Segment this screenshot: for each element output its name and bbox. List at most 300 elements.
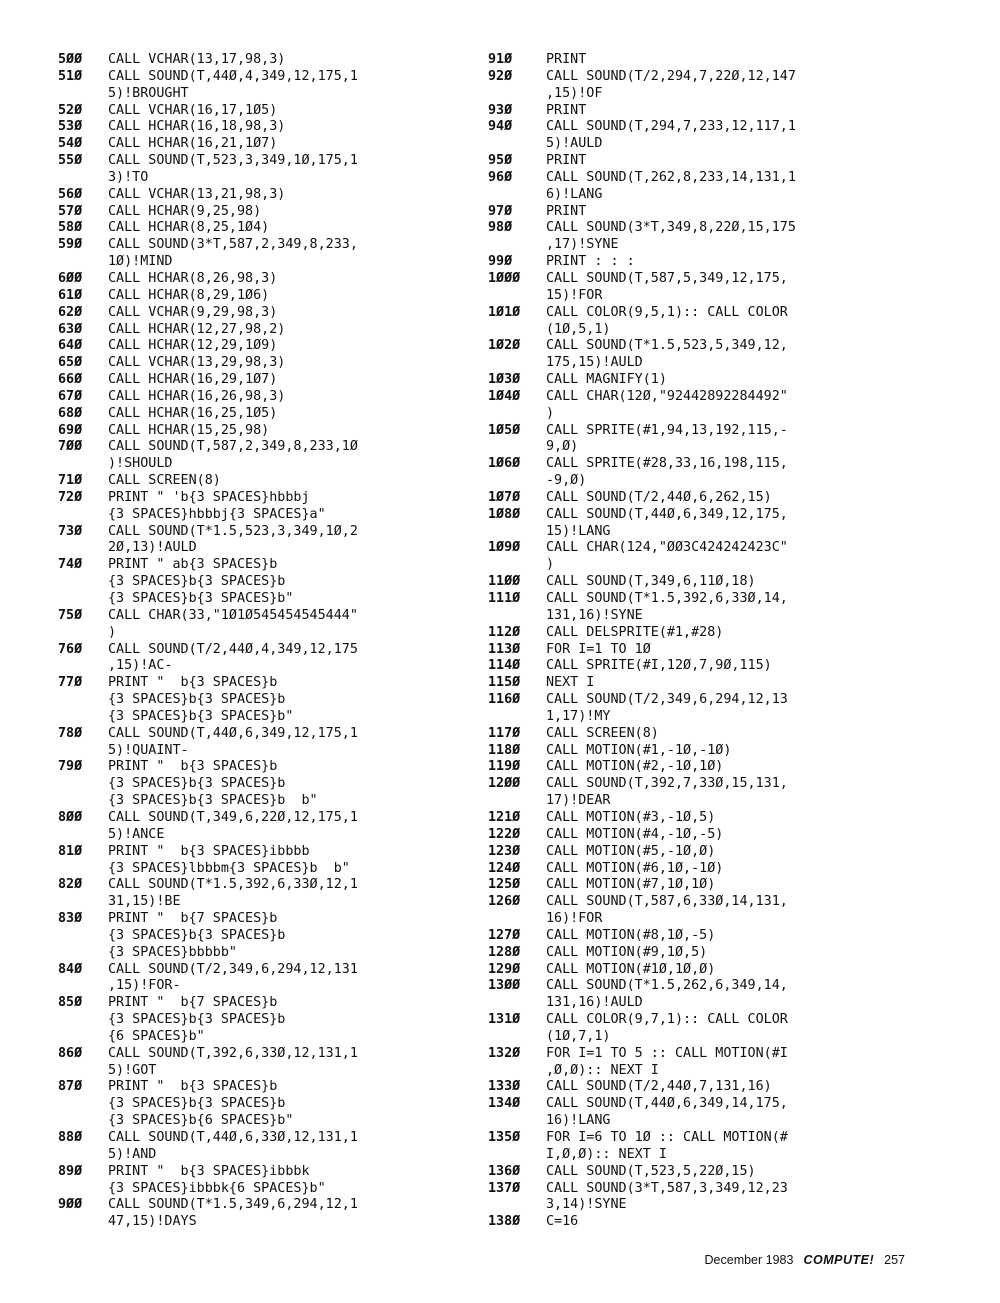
line-number: 1Ø4Ø [488, 388, 521, 404]
line-number: 121Ø [488, 809, 521, 825]
code-line [488, 743, 948, 760]
code-text: CALL SOUND(3*T,587,3,349,12,23 [546, 1180, 788, 1196]
line-number: 122Ø [488, 826, 521, 842]
code-line-continuation [488, 406, 948, 423]
code-text: CALL VCHAR(13,21,98,3) [108, 186, 286, 202]
line-number: 69Ø [58, 422, 83, 438]
code-line-continuation [488, 136, 948, 153]
line-number: 83Ø [58, 911, 83, 927]
code-line-continuation [488, 911, 948, 928]
line-number: 138Ø [488, 1214, 521, 1230]
line-number: 56Ø [58, 186, 83, 202]
code-line-continuation [58, 1029, 478, 1046]
line-number [58, 692, 108, 709]
code-text: CALL HCHAR(15,25,98) [108, 422, 270, 438]
code-text: PRINT " b{3 SPACES}b [108, 1079, 278, 1095]
code-text: {3 SPACES}b{3 SPACES}b" [108, 708, 294, 724]
line-number: 1Ø7Ø [488, 489, 521, 505]
line-number: 68Ø [58, 405, 83, 421]
line-number [488, 322, 546, 339]
code-text: {3 SPACES}b{3 SPACES}b [108, 1096, 286, 1112]
line-number [58, 1113, 108, 1130]
code-line [488, 1096, 948, 1113]
line-number [58, 507, 108, 524]
code-text: PRINT " b{3 SPACES}ibbbk [108, 1163, 310, 1179]
line-number [488, 406, 546, 423]
code-text: (1Ø,5,1) [546, 321, 611, 337]
line-number: 95Ø [488, 153, 513, 169]
code-line [488, 305, 948, 322]
code-text: CALL VCHAR(9,29,98,3) [108, 304, 278, 320]
line-number [488, 1113, 546, 1130]
line-number: 112Ø [488, 624, 521, 640]
code-line [488, 507, 948, 524]
code-line-continuation [58, 743, 478, 760]
code-text: CALL SOUND(T*1.5,392,6,33Ø,12,1 [108, 877, 358, 893]
code-text: {6 SPACES}b" [108, 1028, 205, 1044]
code-text: CALL VCHAR(13,17,98,3) [108, 52, 286, 67]
line-number: 135Ø [488, 1130, 521, 1145]
code-line [488, 540, 948, 557]
code-line [58, 810, 478, 827]
line-number: 86Ø [58, 1045, 83, 1061]
code-text: CALL SOUND(T,523,5,22Ø,15) [546, 1163, 756, 1179]
line-number: 59Ø [58, 237, 83, 253]
code-text: CALL MOTION(#4,-1Ø,-5) [546, 826, 724, 842]
code-text: {3 SPACES}b{3 SPACES}b [108, 574, 286, 590]
code-text: CALL HCHAR(12,27,98,2) [108, 321, 286, 337]
code-line [58, 1197, 478, 1214]
line-number [488, 136, 546, 153]
code-text: CALL SCREEN(8) [108, 473, 221, 489]
code-text: CALL COLOR(9,7,1):: CALL COLOR [546, 1012, 788, 1028]
line-number: 114Ø [488, 658, 521, 674]
code-line-continuation [488, 187, 948, 204]
code-line-continuation [488, 439, 948, 456]
code-line [58, 355, 478, 372]
code-line [488, 103, 948, 120]
code-text: 5)!AND [108, 1146, 157, 1162]
code-text: {3 SPACES}b{6 SPACES}b" [108, 1113, 294, 1129]
code-text: CALL MOTION(#7,1Ø,1Ø) [546, 877, 716, 893]
code-line [58, 237, 478, 254]
line-number: 136Ø [488, 1163, 521, 1179]
line-number [488, 709, 546, 726]
code-text: PRINT " b{7 SPACES}b [108, 995, 278, 1011]
code-line [488, 810, 948, 827]
line-number: 97Ø [488, 203, 513, 219]
code-line-continuation [488, 288, 948, 305]
code-text: 16)!FOR [546, 911, 603, 927]
code-line-continuation [58, 894, 478, 911]
code-text: CALL SOUND(T/2,44Ø,7,131,16) [546, 1079, 772, 1095]
code-text: CALL SOUND(T,44Ø,6,349,14,175, [546, 1096, 788, 1112]
code-line [488, 759, 948, 776]
code-text: 5)!BROUGHT [108, 85, 189, 101]
code-text: CALL SOUND(T,587,2,349,8,233,1Ø [108, 439, 358, 455]
code-line [58, 423, 478, 440]
line-number: 1Ø3Ø [488, 372, 521, 388]
code-line [58, 911, 478, 928]
code-line-continuation [58, 1063, 478, 1080]
code-line [488, 1046, 948, 1063]
line-number: 63Ø [58, 321, 83, 337]
line-number: 82Ø [58, 877, 83, 893]
code-text: CALL SOUND(T,44Ø,6,349,12,175, [546, 506, 788, 522]
code-line-continuation [58, 978, 478, 995]
code-text: CALL MOTION(#5,-1Ø,Ø) [546, 843, 716, 859]
code-text: {3 SPACES}bbbbb" [108, 944, 237, 960]
line-number: 1Ø6Ø [488, 456, 521, 472]
code-text: CALL HCHAR(8,29,1Ø6) [108, 287, 270, 303]
code-line-continuation [58, 827, 478, 844]
line-number: 88Ø [58, 1130, 83, 1145]
line-number: 117Ø [488, 725, 521, 741]
line-number [58, 776, 108, 793]
line-number [488, 439, 546, 456]
line-number [58, 894, 108, 911]
code-line [58, 608, 478, 625]
code-text: 1Ø)!MIND [108, 254, 173, 270]
code-text: 5)!AULD [546, 136, 603, 152]
line-number [488, 473, 546, 490]
code-text: CALL DELSPRITE(#1,#28) [546, 624, 724, 640]
code-line [58, 204, 478, 221]
code-text: PRINT " ab{3 SPACES}b [108, 557, 278, 573]
code-line [58, 759, 478, 776]
line-number [488, 1147, 546, 1164]
code-text: CALL HCHAR(16,25,1Ø5) [108, 405, 278, 421]
code-text: 6)!LANG [546, 186, 603, 202]
code-line [58, 69, 478, 86]
code-line [488, 1214, 948, 1231]
code-line [58, 136, 478, 153]
line-number: 92Ø [488, 68, 513, 84]
line-number [488, 288, 546, 305]
code-line-continuation [488, 355, 948, 372]
line-number: 12ØØ [488, 776, 521, 792]
line-number: 8ØØ [58, 809, 83, 825]
code-line [58, 372, 478, 389]
line-number: 54Ø [58, 136, 83, 152]
code-text: NEXT I [546, 675, 595, 691]
listing-right-column [488, 52, 948, 1231]
code-text: CALL HCHAR(9,25,98) [108, 203, 262, 219]
line-number: 116Ø [488, 692, 521, 708]
code-text: CALL SOUND(T,523,3,349,1Ø,175,1 [108, 153, 358, 169]
code-text: -9,Ø) [546, 473, 587, 489]
code-line-continuation [58, 1214, 478, 1231]
code-text: 3,14)!SYNE [546, 1197, 627, 1213]
code-text: CALL SOUND(T,349,6,11Ø,18) [546, 574, 756, 590]
line-number [488, 1029, 546, 1046]
line-number: 77Ø [58, 675, 83, 691]
code-line-continuation [488, 557, 948, 574]
line-number [58, 456, 108, 473]
code-text: CALL VCHAR(16,17,1Ø5) [108, 102, 278, 118]
code-text: CALL SOUND(T,587,5,349,12,175, [546, 270, 788, 286]
line-number: 55Ø [58, 153, 83, 169]
line-number: 129Ø [488, 961, 521, 977]
code-text: CALL CHAR(33,"1Ø1Ø545454545444" [108, 607, 358, 623]
line-number: 1Ø2Ø [488, 338, 521, 354]
code-line [58, 288, 478, 305]
code-line [488, 962, 948, 979]
code-text: CALL MOTION(#2,-1Ø,1Ø) [546, 759, 724, 775]
line-number [58, 574, 108, 591]
line-number: 118Ø [488, 742, 521, 758]
code-text: CALL SOUND(T,294,7,233,12,117,1 [546, 119, 796, 135]
code-line [488, 389, 948, 406]
code-text: CALL MOTION(#1Ø,1Ø,Ø) [546, 961, 716, 977]
code-line [58, 439, 478, 456]
code-text: FOR I=1 TO 1Ø [546, 641, 651, 657]
code-line [488, 52, 948, 69]
code-text: CALL SOUND(3*T,349,8,22Ø,15,175 [546, 220, 796, 236]
code-line-continuation [58, 456, 478, 473]
code-line-continuation [488, 237, 948, 254]
code-text: ) [546, 557, 555, 573]
code-text: CALL SOUND(3*T,587,2,349,8,233, [108, 237, 358, 253]
code-line [58, 524, 478, 541]
code-line [488, 692, 948, 709]
line-number: 119Ø [488, 759, 521, 775]
code-text: CALL SOUND(T/2,294,7,22Ø,12,147 [546, 68, 796, 84]
code-line [488, 490, 948, 507]
code-text: CALL MOTION(#3,-1Ø,5) [546, 809, 716, 825]
code-line-continuation [58, 625, 478, 642]
line-number: 67Ø [58, 388, 83, 404]
code-line-continuation [488, 524, 948, 541]
line-number [58, 945, 108, 962]
line-number: 89Ø [58, 1163, 83, 1179]
code-line-continuation [58, 793, 478, 810]
code-text: PRINT " b{3 SPACES}b [108, 759, 278, 775]
line-number [488, 524, 546, 541]
code-line-continuation [58, 928, 478, 945]
line-number [58, 1029, 108, 1046]
code-line [488, 456, 948, 473]
code-text: {3 SPACES}b{3 SPACES}b" [108, 591, 294, 606]
code-line [488, 658, 948, 675]
code-line-continuation [58, 1147, 478, 1164]
line-number: 11ØØ [488, 574, 521, 590]
line-number: 113Ø [488, 641, 521, 657]
line-number: 123Ø [488, 843, 521, 859]
code-text: CALL SOUND(T,44Ø,4,349,12,175,1 [108, 68, 358, 84]
line-number [488, 557, 546, 574]
magazine-name: COMPUTE! [803, 1253, 875, 1267]
code-text: CALL SOUND(T,262,8,233,14,131,1 [546, 169, 796, 185]
line-number [58, 928, 108, 945]
code-text: CALL HCHAR(8,25,1Ø4) [108, 220, 270, 236]
code-line [488, 726, 948, 743]
line-number [58, 1012, 108, 1029]
code-line-continuation [488, 322, 948, 339]
code-line-continuation [58, 574, 478, 591]
code-text: CALL COLOR(9,5,1):: CALL COLOR [546, 304, 788, 320]
code-line [58, 305, 478, 322]
code-text: CALL MOTION(#1,-1Ø,-1Ø) [546, 742, 732, 758]
line-number [488, 911, 546, 928]
code-line [488, 338, 948, 355]
line-number: 66Ø [58, 372, 83, 388]
code-text: 16)!LANG [546, 1113, 611, 1129]
code-line-continuation [58, 254, 478, 271]
code-text: CALL SOUND(T*1.5,349,6,294,12,1 [108, 1197, 358, 1213]
code-line [58, 642, 478, 659]
code-line [58, 473, 478, 490]
line-number: 6ØØ [58, 270, 83, 286]
code-text: PRINT " b{3 SPACES}ibbbb [108, 843, 310, 859]
code-text: ,Ø,Ø):: NEXT I [546, 1062, 659, 1078]
code-line [58, 726, 478, 743]
code-line [58, 490, 478, 507]
line-number [58, 1063, 108, 1080]
line-number: 79Ø [58, 759, 83, 775]
code-text: I,Ø,Ø):: NEXT I [546, 1146, 667, 1162]
line-number: 85Ø [58, 995, 83, 1011]
line-number: 131Ø [488, 1012, 521, 1028]
line-number: 61Ø [58, 287, 83, 303]
code-text: CALL HCHAR(8,26,98,3) [108, 270, 278, 286]
page-footer [705, 1253, 905, 1267]
code-text: {3 SPACES}hbbbj{3 SPACES}a" [108, 506, 326, 522]
code-text: CALL SPRITE(#1,94,13,192,115,- [546, 422, 788, 438]
line-number: 133Ø [488, 1079, 521, 1095]
code-text: FOR I=1 TO 5 :: CALL MOTION(#I [546, 1045, 788, 1061]
code-line [488, 574, 948, 591]
line-number: 78Ø [58, 725, 83, 741]
code-line [58, 153, 478, 170]
code-line [58, 119, 478, 136]
line-number [58, 540, 108, 557]
code-line [58, 1079, 478, 1096]
code-line-continuation [58, 1096, 478, 1113]
code-line [58, 1164, 478, 1181]
code-line-continuation [488, 1113, 948, 1130]
code-line [488, 153, 948, 170]
code-text: CALL VCHAR(13,29,98,3) [108, 355, 286, 371]
code-line [488, 119, 948, 136]
line-number [58, 170, 108, 187]
issue-date: December 1983 [704, 1253, 794, 1267]
code-text: 47,15)!DAYS [108, 1214, 197, 1230]
code-text: 31,15)!BE [108, 894, 181, 910]
line-number: 72Ø [58, 489, 83, 505]
code-text: 5)!ANCE [108, 826, 165, 842]
line-number [488, 187, 546, 204]
listing-left-column [58, 52, 478, 1231]
code-text: CALL MOTION(#9,1Ø,5) [546, 944, 708, 960]
page-number: 257 [884, 1253, 905, 1267]
code-line-continuation [58, 692, 478, 709]
line-number: 71Ø [58, 473, 83, 489]
line-number: 91Ø [488, 52, 513, 67]
code-text: CALL SOUND(T*1.5,523,5,349,12, [546, 338, 788, 354]
code-text: 131,16)!SYNE [546, 607, 643, 623]
line-number: 98Ø [488, 220, 513, 236]
line-number [58, 625, 108, 642]
line-number: 65Ø [58, 355, 83, 371]
code-line-continuation [488, 995, 948, 1012]
line-number: 132Ø [488, 1045, 521, 1061]
code-text: CALL MOTION(#6,1Ø,-1Ø) [546, 860, 724, 876]
code-line-continuation [58, 1012, 478, 1029]
code-line [488, 1079, 948, 1096]
line-number [58, 709, 108, 726]
code-line-continuation [58, 861, 478, 878]
code-text: PRINT [546, 203, 587, 219]
line-number: 93Ø [488, 102, 513, 118]
code-line-continuation [488, 793, 948, 810]
code-line-continuation [58, 86, 478, 103]
code-line [488, 945, 948, 962]
code-text: )!SHOULD [108, 456, 173, 472]
code-line [488, 372, 948, 389]
code-line-continuation [58, 540, 478, 557]
code-line [488, 844, 948, 861]
code-line [58, 322, 478, 339]
code-text: CALL SOUND(T*1.5,392,6,33Ø,14, [546, 591, 788, 606]
code-text: CALL SOUND(T/2,349,6,294,12,131 [108, 961, 358, 977]
code-text: PRINT " b{3 SPACES}b [108, 675, 278, 691]
code-text: 5)!GOT [108, 1062, 157, 1078]
code-line-continuation [488, 709, 948, 726]
code-line [58, 220, 478, 237]
line-number: 53Ø [58, 119, 83, 135]
code-line [58, 103, 478, 120]
line-number: 134Ø [488, 1096, 521, 1112]
code-line [488, 271, 948, 288]
code-text: CALL SOUND(T/2,349,6,294,12,13 [546, 692, 788, 708]
code-text: 2Ø,13)!AULD [108, 540, 197, 556]
code-text: 1,17)!MY [546, 708, 611, 724]
code-text: CALL CHAR(124,"ØØ3C424242423C" [546, 540, 788, 556]
code-text: ,15)!AC- [108, 658, 173, 674]
code-line-continuation [488, 1147, 948, 1164]
code-line [58, 962, 478, 979]
code-line [58, 877, 478, 894]
code-line [488, 928, 948, 945]
code-text: CALL MOTION(#8,1Ø,-5) [546, 927, 716, 943]
code-line [488, 675, 948, 692]
code-text: CALL SOUND(T,587,6,33Ø,14,131, [546, 894, 788, 910]
line-number: 7ØØ [58, 439, 83, 455]
line-number [488, 355, 546, 372]
line-number [488, 793, 546, 810]
code-text: 175,15)!AULD [546, 355, 643, 371]
line-number: 57Ø [58, 203, 83, 219]
code-line [488, 861, 948, 878]
line-number [488, 995, 546, 1012]
line-number: 1Ø8Ø [488, 506, 521, 522]
code-text: CALL SPRITE(#I,12Ø,7,9Ø,115) [546, 658, 772, 674]
code-text: {3 SPACES}b{3 SPACES}b b" [108, 793, 318, 809]
code-line-continuation [58, 507, 478, 524]
code-text: ) [546, 405, 555, 421]
code-line-continuation [488, 86, 948, 103]
code-line-continuation [488, 1029, 948, 1046]
code-line [488, 1130, 948, 1147]
code-line [58, 1130, 478, 1147]
code-text: CALL HCHAR(16,21,1Ø7) [108, 136, 278, 152]
code-line-continuation [488, 608, 948, 625]
code-text: ,15)!FOR- [108, 978, 181, 994]
code-text: (1Ø,7,1) [546, 1028, 611, 1044]
line-number [488, 86, 546, 103]
code-line [488, 776, 948, 793]
